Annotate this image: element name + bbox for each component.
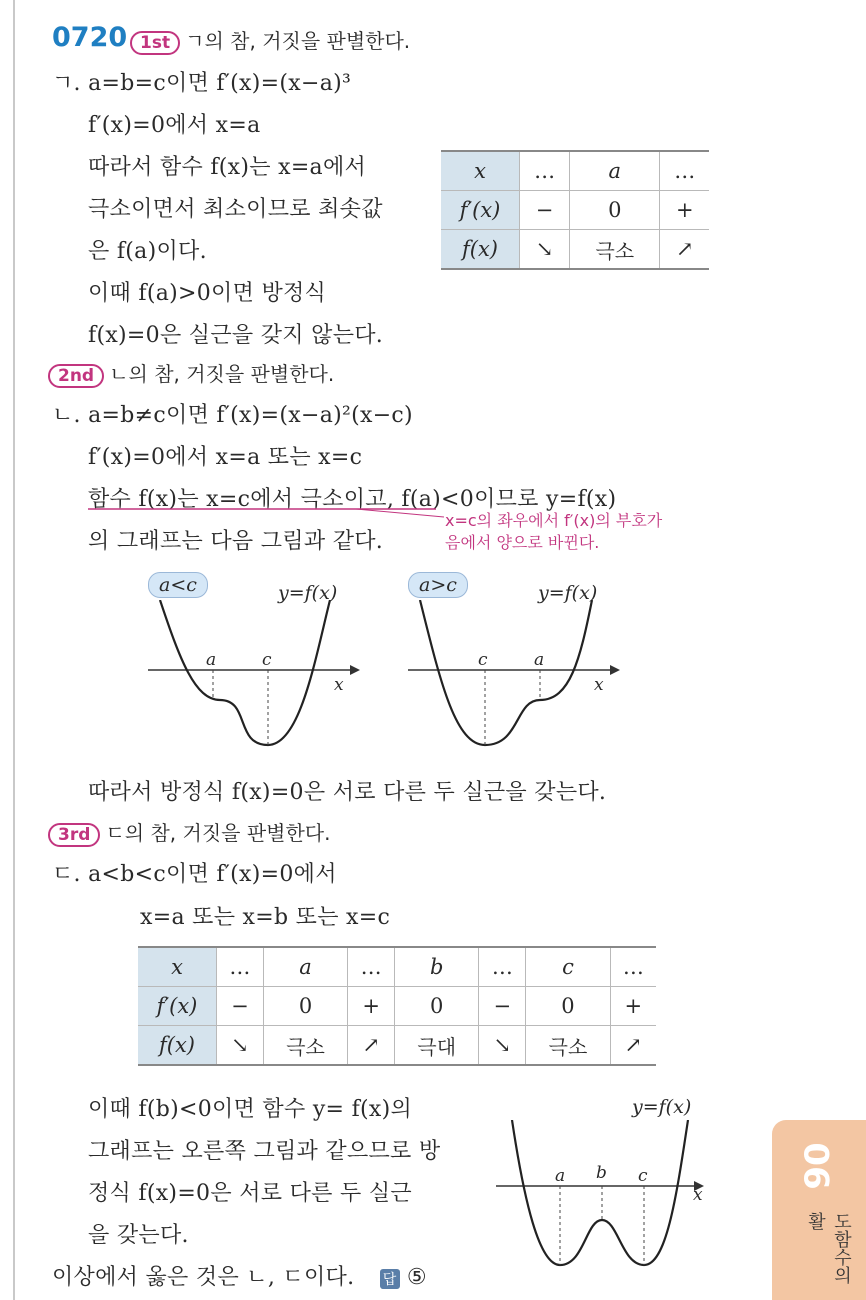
answer-icon: 답 [380,1269,400,1289]
part-g-line4: 극소이면서 최소이므로 최솟값 [88,197,383,222]
step3-row [48,817,330,847]
part-n-line3: 함수 f(x)는 x=c에서 극소이고, f(a)<0이므로 y=f(x) [88,487,617,512]
table1-cell: f′(x) [441,191,520,230]
step1-badge: 1st [130,31,180,55]
sign-table-2 [138,946,656,1066]
page-margin-line [13,0,15,1300]
table2-cell: x [138,947,217,987]
table2-cell: 극대 [395,1026,479,1066]
table2-cell: + [348,987,395,1026]
step2-row [48,358,334,388]
part-d-line5: 정식 f(x)=0은 서로 다른 두 실근 [88,1181,412,1206]
annotation-note-1: x=c의 좌우에서 f′(x)의 부호가 [445,511,663,530]
part-g-line1: ㄱ. a=b=c이면 f′(x)=(x−a)³ [52,71,352,96]
table1-cell: x [441,151,520,191]
part-g-line7: f(x)=0은 실근을 갖지 않는다. [88,323,384,348]
table1-cell: 극소 [570,230,660,270]
step1-row [130,25,410,55]
chapter-side-tab[interactable] [772,1120,866,1300]
table1-cell: f(x) [441,230,520,270]
table1-cell: 0 [570,191,660,230]
graph-right-label: y=f(x) [538,582,598,604]
graph-left-pt2: c [262,650,272,670]
table2-cell: 0 [526,987,610,1026]
chapter-label: 도함수의 활 [805,1212,852,1284]
part-d-line1: ㄷ. a<b<c이면 f′(x)=0에서 [52,862,337,887]
sign-table-1 [441,150,709,270]
table2-cell: 극소 [526,1026,610,1066]
part-n-line2: f′(x)=0에서 x=a 또는 x=c [88,445,363,470]
graph-bottom-axis: x [693,1185,703,1205]
table2-cell: … [610,947,656,987]
final-text: 이상에서 옳은 것은 ㄴ, ㄷ이다. [52,1265,355,1290]
table2-cell: … [217,947,264,987]
part-n-line1: ㄴ. a=b≠c이면 f′(x)=(x−a)²(x−c) [52,403,413,428]
part-d-line2: x=a 또는 x=b 또는 x=c [140,905,391,930]
table2-cell: ↗ [610,1026,656,1066]
table2-cell: b [395,947,479,987]
table1-cell: − [520,191,570,230]
table1-cell: ↘ [520,230,570,270]
table2-cell: ↗ [348,1026,395,1066]
part-n-line4: 의 그래프는 다음 그림과 같다. [88,529,384,554]
table2-row-f [138,1026,656,1066]
step3-badge: 3rd [48,823,100,847]
table1-row-x [441,151,709,191]
problem-number: 0720 [52,22,128,53]
table2-cell: a [263,947,347,987]
part-n-conclusion: 따라서 방정식 f(x)=0은 서로 다른 두 실근을 갖는다. [88,780,607,805]
graph-bottom-pt3: c [638,1166,648,1186]
part-g-line6: 이때 f(a)>0이면 방정식 [88,281,327,306]
step2-badge: 2nd [48,364,104,388]
table2-cell: 0 [263,987,347,1026]
table2-cell: + [610,987,656,1026]
case-badge-right: a>c [408,572,468,598]
table1-row-fprime [441,191,709,230]
case-badge-left: a<c [148,572,208,598]
graph-left-axis: x [334,675,344,695]
part-g-line3: 따라서 함수 f(x)는 x=a에서 [88,155,367,180]
graph-right-axis: x [594,675,604,695]
step2-text: ㄴ의 참, 거짓을 판별한다. [109,362,335,386]
table1-row-f [441,230,709,270]
graph-bottom-label: y=f(x) [632,1096,692,1118]
graph-bottom-pt2: b [596,1163,607,1183]
annotation-note-2: 음에서 양으로 바뀐다. [445,533,600,552]
underline-annotation [86,505,446,521]
table2-cell: − [217,987,264,1026]
table1-cell: … [520,151,570,191]
final-answer-line [52,1260,427,1291]
part-d-line6: 을 갖는다. [88,1223,189,1248]
table2-cell: f′(x) [138,987,217,1026]
part-d-line3: 이때 f(b)<0이면 함수 y= f(x)의 [88,1097,413,1122]
graph-bottom [494,1120,714,1280]
part-d-line4: 그래프는 오른쪽 그림과 같으므로 방 [88,1139,441,1164]
table2-cell: … [348,947,395,987]
part-g-line5: 은 f(a)이다. [88,239,207,264]
table2-row-x [138,947,656,987]
graph-right-pt2: a [534,650,545,670]
part-g-line2: f′(x)=0에서 x=a [88,113,261,138]
graph-bottom-pt1: a [555,1166,566,1186]
table1-cell: ↗ [660,230,709,270]
table2-cell: … [479,947,526,987]
step1-text: ㄱ의 참, 거짓을 판별한다. [185,29,411,53]
chapter-number: 06 [795,1142,836,1190]
table2-cell: ↘ [217,1026,264,1066]
graph-left-pt1: a [206,650,217,670]
graph-right-pt1: c [478,650,488,670]
table2-cell: 극소 [263,1026,347,1066]
table2-row-fprime [138,987,656,1026]
table1-cell: … [660,151,709,191]
table1-cell: + [660,191,709,230]
answer-value: ⑤ [406,1265,427,1290]
table2-cell: c [526,947,610,987]
table2-cell: 0 [395,987,479,1026]
step3-text: ㄷ의 참, 거짓을 판별한다. [105,821,331,845]
table2-cell: − [479,987,526,1026]
table1-cell: a [570,151,660,191]
table2-cell: f(x) [138,1026,217,1066]
table2-cell: ↘ [479,1026,526,1066]
graph-left-label: y=f(x) [278,582,338,604]
